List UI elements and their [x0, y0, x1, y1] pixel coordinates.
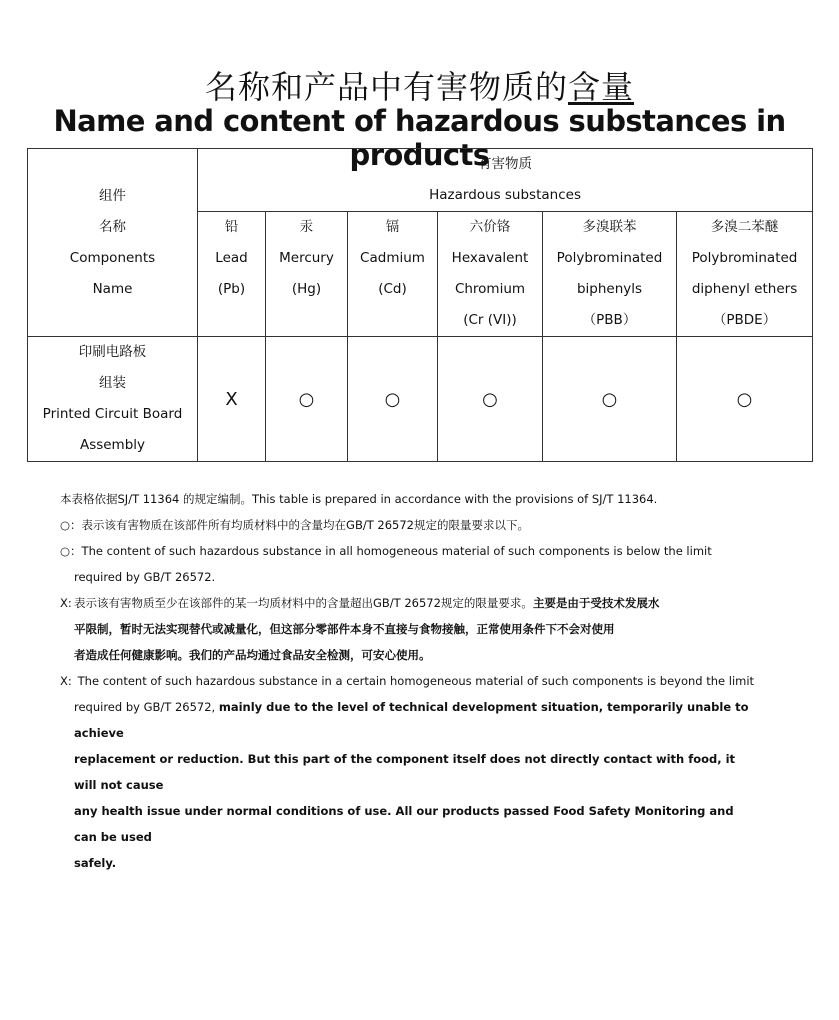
note-standard: 本表格依据SJ/T 11364 的规定编制。This table is prepared in accordance with the provisions of SJ/T 11364. [60, 492, 658, 506]
note-circle-cn [60, 512, 760, 538]
component-name-cell [28, 337, 198, 462]
substance-cn: 六价铬 [469, 219, 511, 235]
substance-header-chromium [438, 212, 543, 337]
substance-header-mercury [266, 212, 348, 337]
note-text-bold: 者造成任何健康影响。我们的产品均通过食品安全检测，可安心使用。 [74, 648, 431, 662]
note-text-bold: safely. [74, 856, 117, 870]
page-title-en: Name and content of hazardous substances in products [53, 104, 786, 172]
value-cell-chromium: ○ [438, 337, 543, 462]
title-cn-underlined: 含量 [568, 68, 635, 106]
x-symbol: X: [60, 674, 72, 688]
substance-en: biphenyls [576, 281, 643, 297]
note-text: 表示该有害物质在该部件所有均质材料中的含量均在GB/T 26572规定的限量要求以下。 [81, 518, 529, 532]
note-text-bold: replacement or reduction. But this part of the component itself does not directly contact with food, it will not cause [74, 752, 736, 792]
header-text: Name [92, 280, 133, 297]
components-header-cell [28, 149, 198, 337]
substance-header-lead [198, 212, 266, 337]
substance-en: (Hg) [291, 281, 322, 297]
hazardous-substances-table [27, 148, 813, 462]
table-row [28, 337, 813, 462]
substance-en: Chromium [454, 281, 526, 297]
note-text: 表示该有害物质至少在该部件的某一均质材料中的含量超出GB/T 26572规定的限量要求。 [74, 596, 533, 610]
note-text: required by GB/T 26572, [74, 700, 216, 714]
substance-en: Polybrominated [691, 250, 798, 266]
note-text: The content of such hazardous substance in all homogeneous material of such components is below the limit [81, 544, 712, 558]
substance-cn: 铅 [224, 219, 239, 235]
substance-en: Hexavalent [451, 250, 529, 266]
circle-symbol: ○： [60, 544, 82, 558]
substance-header-cadmium [348, 212, 438, 337]
substance-header-pbb [543, 212, 677, 337]
header-text: 组件 [99, 187, 126, 204]
page-title-cn [0, 62, 839, 108]
value-cell-pbb: ○ [543, 337, 677, 462]
note-text-bold: 平限制，暂时无法实现替代或减量化，但这部分零部件本身不直接与食物接触，正常使用条件下不会对使用 [74, 622, 615, 636]
value-cell-cadmium: ○ [348, 337, 438, 462]
substance-en: (Cd) [378, 281, 407, 297]
circle-symbol: ○： [60, 518, 82, 532]
x-symbol: X: [60, 596, 72, 610]
value-cell-mercury: ○ [266, 337, 348, 462]
title-cn-text: 名称和产品中有害物质的 [204, 68, 568, 106]
substance-en: （PBB） [582, 312, 637, 328]
header-text: Hazardous substances [429, 187, 581, 203]
note-x-en [60, 668, 760, 876]
substance-cn: 多溴联苯 [582, 219, 637, 235]
substance-en: Mercury [279, 250, 334, 266]
note-text-bold: any health issue under normal conditions of use. All our products passed Food Safety Monitoring and can be used [74, 804, 734, 844]
value-cell-lead: X [198, 337, 266, 462]
note-text-bold: mainly due to the level of technical development situation, temporarily unable to achieve [74, 700, 749, 740]
substance-header-pbde [677, 212, 813, 337]
component-name: 印刷电路板 [78, 344, 147, 360]
substance-cn: 汞 [299, 219, 314, 235]
header-text: Components [69, 249, 156, 266]
component-name: Assembly [79, 437, 146, 453]
notes-section [60, 486, 760, 876]
substance-cn: 镉 [385, 219, 400, 235]
note-text: required by GB/T 26572. [74, 570, 216, 584]
note-circle-en [60, 538, 760, 590]
value-cell-pbde: ○ [677, 337, 813, 462]
header-text: 名称 [99, 218, 126, 235]
component-name: Printed Circuit Board [42, 406, 183, 422]
hazardous-substances-header [198, 149, 813, 212]
header-text: 有害物质 [478, 156, 533, 172]
substance-en: Cadmium [360, 250, 425, 266]
substance-en: diphenyl ethers [691, 281, 798, 297]
substance-en: (Cr (VI)) [463, 312, 517, 328]
substance-en: Polybrominated [556, 250, 663, 266]
substance-en: Lead [215, 250, 248, 266]
substance-en: (Pb) [217, 281, 246, 297]
note-text: The content of such hazardous substance in a certain homogeneous material of such components is beyond the limit [77, 674, 755, 688]
substance-en: （PBDE） [712, 312, 777, 328]
component-name: 组装 [99, 375, 126, 391]
note-x-cn [60, 590, 760, 668]
substance-cn: 多溴二苯醚 [710, 219, 779, 235]
note-text-bold: 主要是由于受技术发展水 [532, 596, 660, 610]
